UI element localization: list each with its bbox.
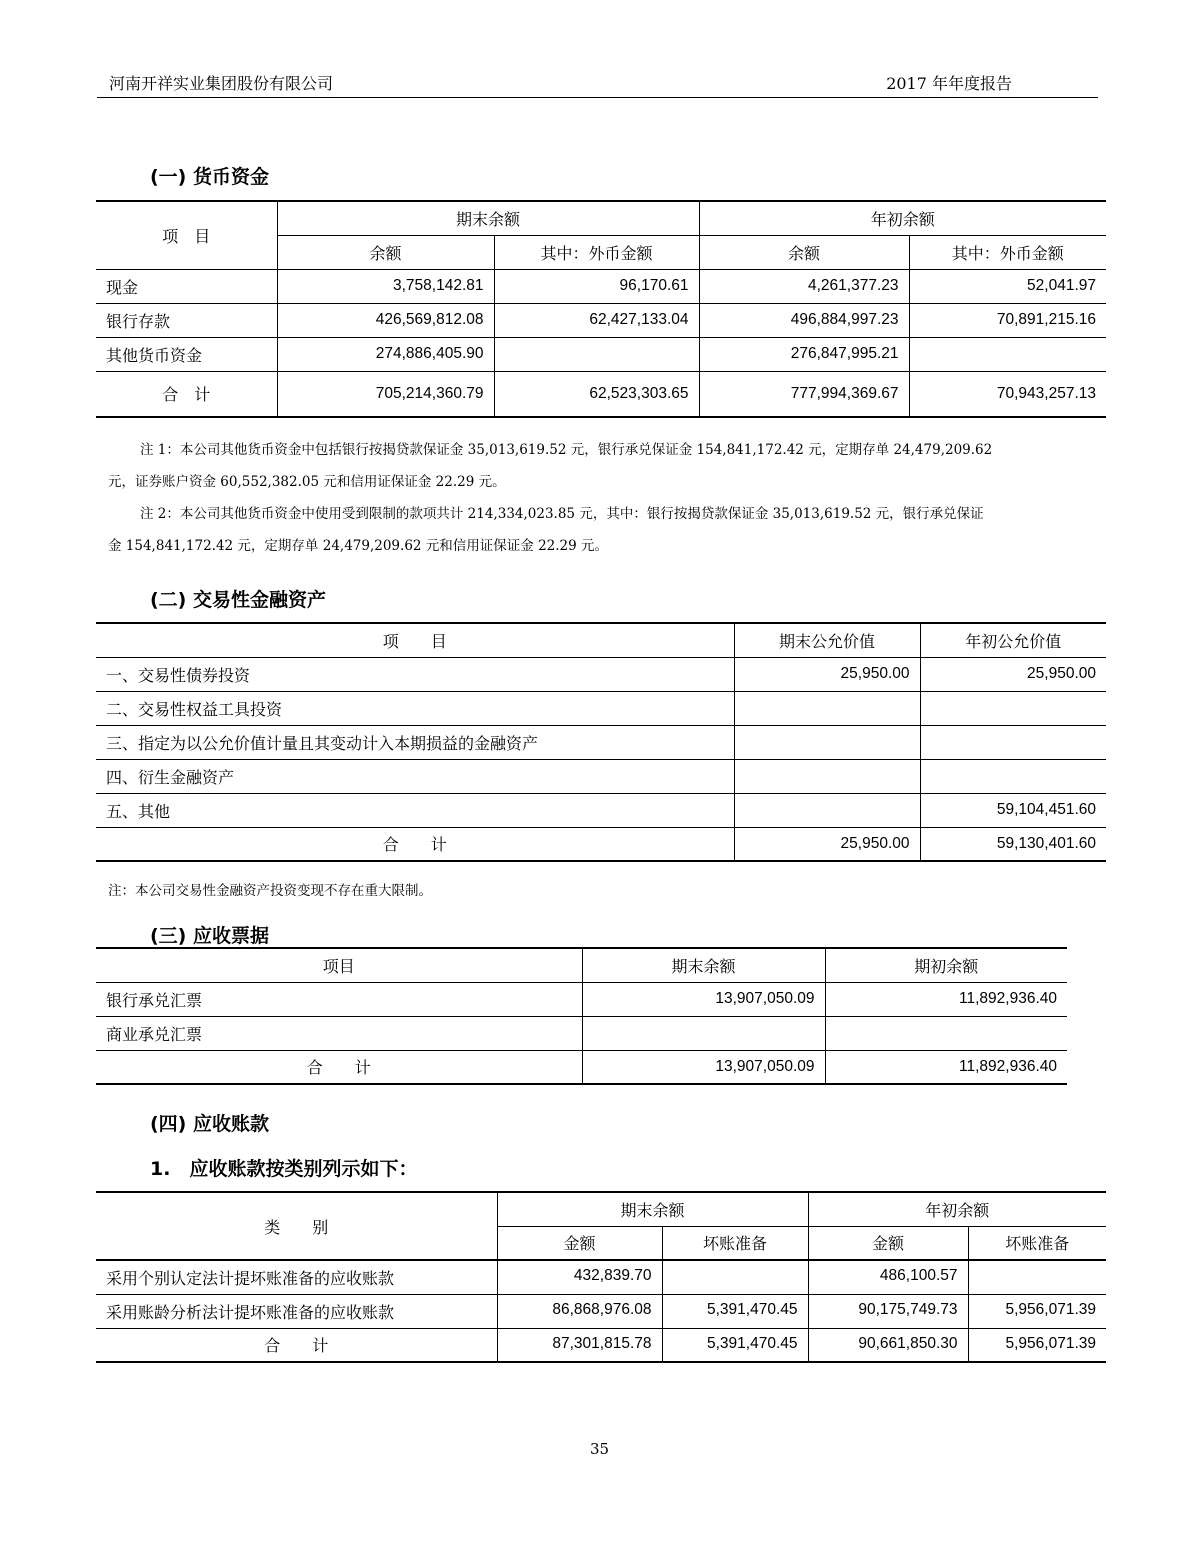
cell-value: 11,892,936.40: [825, 982, 1067, 1016]
col-header-item: 项目: [96, 948, 582, 982]
table-row: [96, 759, 1106, 793]
col-header-end: 期末公允价值: [734, 623, 920, 657]
cell-value: 705,214,360.79: [277, 371, 494, 417]
cell-value: 90,175,749.73: [808, 1294, 968, 1328]
cell-value: [662, 1260, 808, 1294]
section-title-cash: (一) 货币资金: [150, 166, 269, 188]
cell-value: 13,907,050.09: [582, 982, 825, 1016]
col-header-bad-debt: 坏账准备: [662, 1226, 808, 1260]
row-label: 采用个别认定法计提坏账准备的应收账款: [96, 1260, 497, 1294]
accounts-receivable-table: [96, 1191, 1106, 1363]
col-header-balance: 余额: [277, 235, 494, 269]
cell-value: [734, 759, 920, 793]
col-header-category: 类 别: [96, 1192, 497, 1260]
total-row: [96, 1328, 1106, 1362]
total-row: [96, 1050, 1067, 1084]
row-label: 其他货币资金: [96, 337, 277, 371]
cell-value: 86,868,976.08: [497, 1294, 662, 1328]
cell-value: 25,950.00: [920, 657, 1106, 691]
col-header-begin: 年初公允价值: [920, 623, 1106, 657]
col-header-fx: 其中：外币金额: [909, 235, 1106, 269]
section-title-notes-receivable: (三) 应收票据: [150, 925, 269, 947]
row-label: 三、指定为以公允价值计量且其变动计入本期损益的金融资产: [96, 725, 734, 759]
subsection-title: 1. 应收账款按类别列示如下：: [150, 1158, 418, 1180]
total-row: [96, 827, 1106, 861]
row-label: 合 计: [96, 1050, 582, 1084]
row-label: 四、衍生金融资产: [96, 759, 734, 793]
cell-value: 11,892,936.40: [825, 1050, 1067, 1084]
cell-value: 25,950.00: [734, 657, 920, 691]
company-name: 河南开祥实业集团股份有限公司: [109, 74, 334, 93]
notes-receivable-table: [96, 947, 1067, 1085]
col-header-end: 期末余额: [582, 948, 825, 982]
cell-value: [734, 793, 920, 827]
row-label: 银行存款: [96, 303, 277, 337]
col-header-begin: 期初余额: [825, 948, 1067, 982]
col-header-amount: 金额: [808, 1226, 968, 1260]
cell-value: [909, 337, 1106, 371]
cell-value: 59,130,401.60: [920, 827, 1106, 861]
cell-value: 496,884,997.23: [699, 303, 909, 337]
col-header-item: 项 目: [96, 623, 734, 657]
cell-value: 276,847,995.21: [699, 337, 909, 371]
cell-value: [920, 725, 1106, 759]
section-title-accounts-receivable: (四) 应收账款: [150, 1113, 269, 1135]
cell-value: 486,100.57: [808, 1260, 968, 1294]
cell-value: [968, 1260, 1106, 1294]
note-2b: 金 154,841,172.42 元，定期存单 24,479,209.62 元和信用证保证金 22.29 元。: [108, 538, 609, 554]
cell-value: 5,956,071.39: [968, 1294, 1106, 1328]
cell-value: 4,261,377.23: [699, 269, 909, 303]
col-header-bad-debt: 坏账准备: [968, 1226, 1106, 1260]
cash-table: [96, 200, 1106, 418]
cell-value: 87,301,815.78: [497, 1328, 662, 1362]
row-label: 五、其他: [96, 793, 734, 827]
col-header-end: 期末余额: [277, 201, 699, 235]
cell-value: [494, 337, 699, 371]
cell-value: 62,523,303.65: [494, 371, 699, 417]
cell-value: 96,170.61: [494, 269, 699, 303]
row-label: 一、交易性债券投资: [96, 657, 734, 691]
trading-assets-note: 注：本公司交易性金融资产投资变现不存在重大限制。: [108, 883, 432, 899]
cell-value: 25,950.00: [734, 827, 920, 861]
cell-value: [825, 1016, 1067, 1050]
cell-value: [920, 759, 1106, 793]
table-row: [96, 269, 1106, 303]
table-row: [96, 337, 1106, 371]
col-header-end: 期末余额: [497, 1192, 808, 1226]
table-row: [96, 657, 1106, 691]
col-header-begin: 年初余额: [808, 1192, 1106, 1226]
table-row: [96, 1294, 1106, 1328]
cell-value: 5,956,071.39: [968, 1328, 1106, 1362]
row-label: 合 计: [96, 371, 277, 417]
note-2a: 注 2：本公司其他货币资金中使用受到限制的款项共计 214,334,023.85 元，其中：银行按揭贷款保证金 35,013,619.52 元，银行承兑保证: [140, 506, 984, 522]
cell-value: 90,661,850.30: [808, 1328, 968, 1362]
page-header: [97, 70, 1098, 98]
cell-value: 426,569,812.08: [277, 303, 494, 337]
row-label: 二、交易性权益工具投资: [96, 691, 734, 725]
cell-value: 62,427,133.04: [494, 303, 699, 337]
total-row: [96, 371, 1106, 417]
report-title: 2017 年年度报告: [886, 74, 1012, 93]
cell-value: 52,041.97: [909, 269, 1106, 303]
cell-value: 3,758,142.81: [277, 269, 494, 303]
cell-value: [734, 691, 920, 725]
col-header-fx: 其中：外币金额: [494, 235, 699, 269]
row-label: 商业承兑汇票: [96, 1016, 582, 1050]
cell-value: 5,391,470.45: [662, 1328, 808, 1362]
note-1a: 注 1：本公司其他货币资金中包括银行按揭贷款保证金 35,013,619.52 元，银行承兑保证金 154,841,172.42 元，定期存单 24,479,209.62: [140, 442, 993, 458]
table-row: [96, 725, 1106, 759]
trading-assets-table: [96, 622, 1106, 862]
cell-value: 70,943,257.13: [909, 371, 1106, 417]
row-label: 采用账龄分析法计提坏账准备的应收账款: [96, 1294, 497, 1328]
col-header-begin: 年初余额: [699, 201, 1106, 235]
row-label: 合 计: [96, 827, 734, 861]
cell-value: 432,839.70: [497, 1260, 662, 1294]
cell-value: 70,891,215.16: [909, 303, 1106, 337]
table-row: [96, 1260, 1106, 1294]
cell-value: 274,886,405.90: [277, 337, 494, 371]
table-row: [96, 303, 1106, 337]
row-label: 合 计: [96, 1328, 497, 1362]
cell-value: 777,994,369.67: [699, 371, 909, 417]
note-1b: 元，证券账户资金 60,552,382.05 元和信用证保证金 22.29 元。: [108, 474, 506, 490]
page-number: 35: [589, 1440, 610, 1458]
cell-value: [582, 1016, 825, 1050]
col-header-balance: 余额: [699, 235, 909, 269]
cell-value: 5,391,470.45: [662, 1294, 808, 1328]
table-row: [96, 982, 1067, 1016]
row-label: 银行承兑汇票: [96, 982, 582, 1016]
col-header-item: 项 目: [96, 201, 277, 269]
cell-value: 13,907,050.09: [582, 1050, 825, 1084]
table-row: [96, 1016, 1067, 1050]
table-row: [96, 793, 1106, 827]
row-label: 现金: [96, 269, 277, 303]
cell-value: 59,104,451.60: [920, 793, 1106, 827]
cell-value: [734, 725, 920, 759]
cell-value: [920, 691, 1106, 725]
section-title-trading-assets: (二) 交易性金融资产: [150, 589, 326, 611]
table-row: [96, 691, 1106, 725]
col-header-amount: 金额: [497, 1226, 662, 1260]
cash-notes: [108, 434, 1098, 562]
